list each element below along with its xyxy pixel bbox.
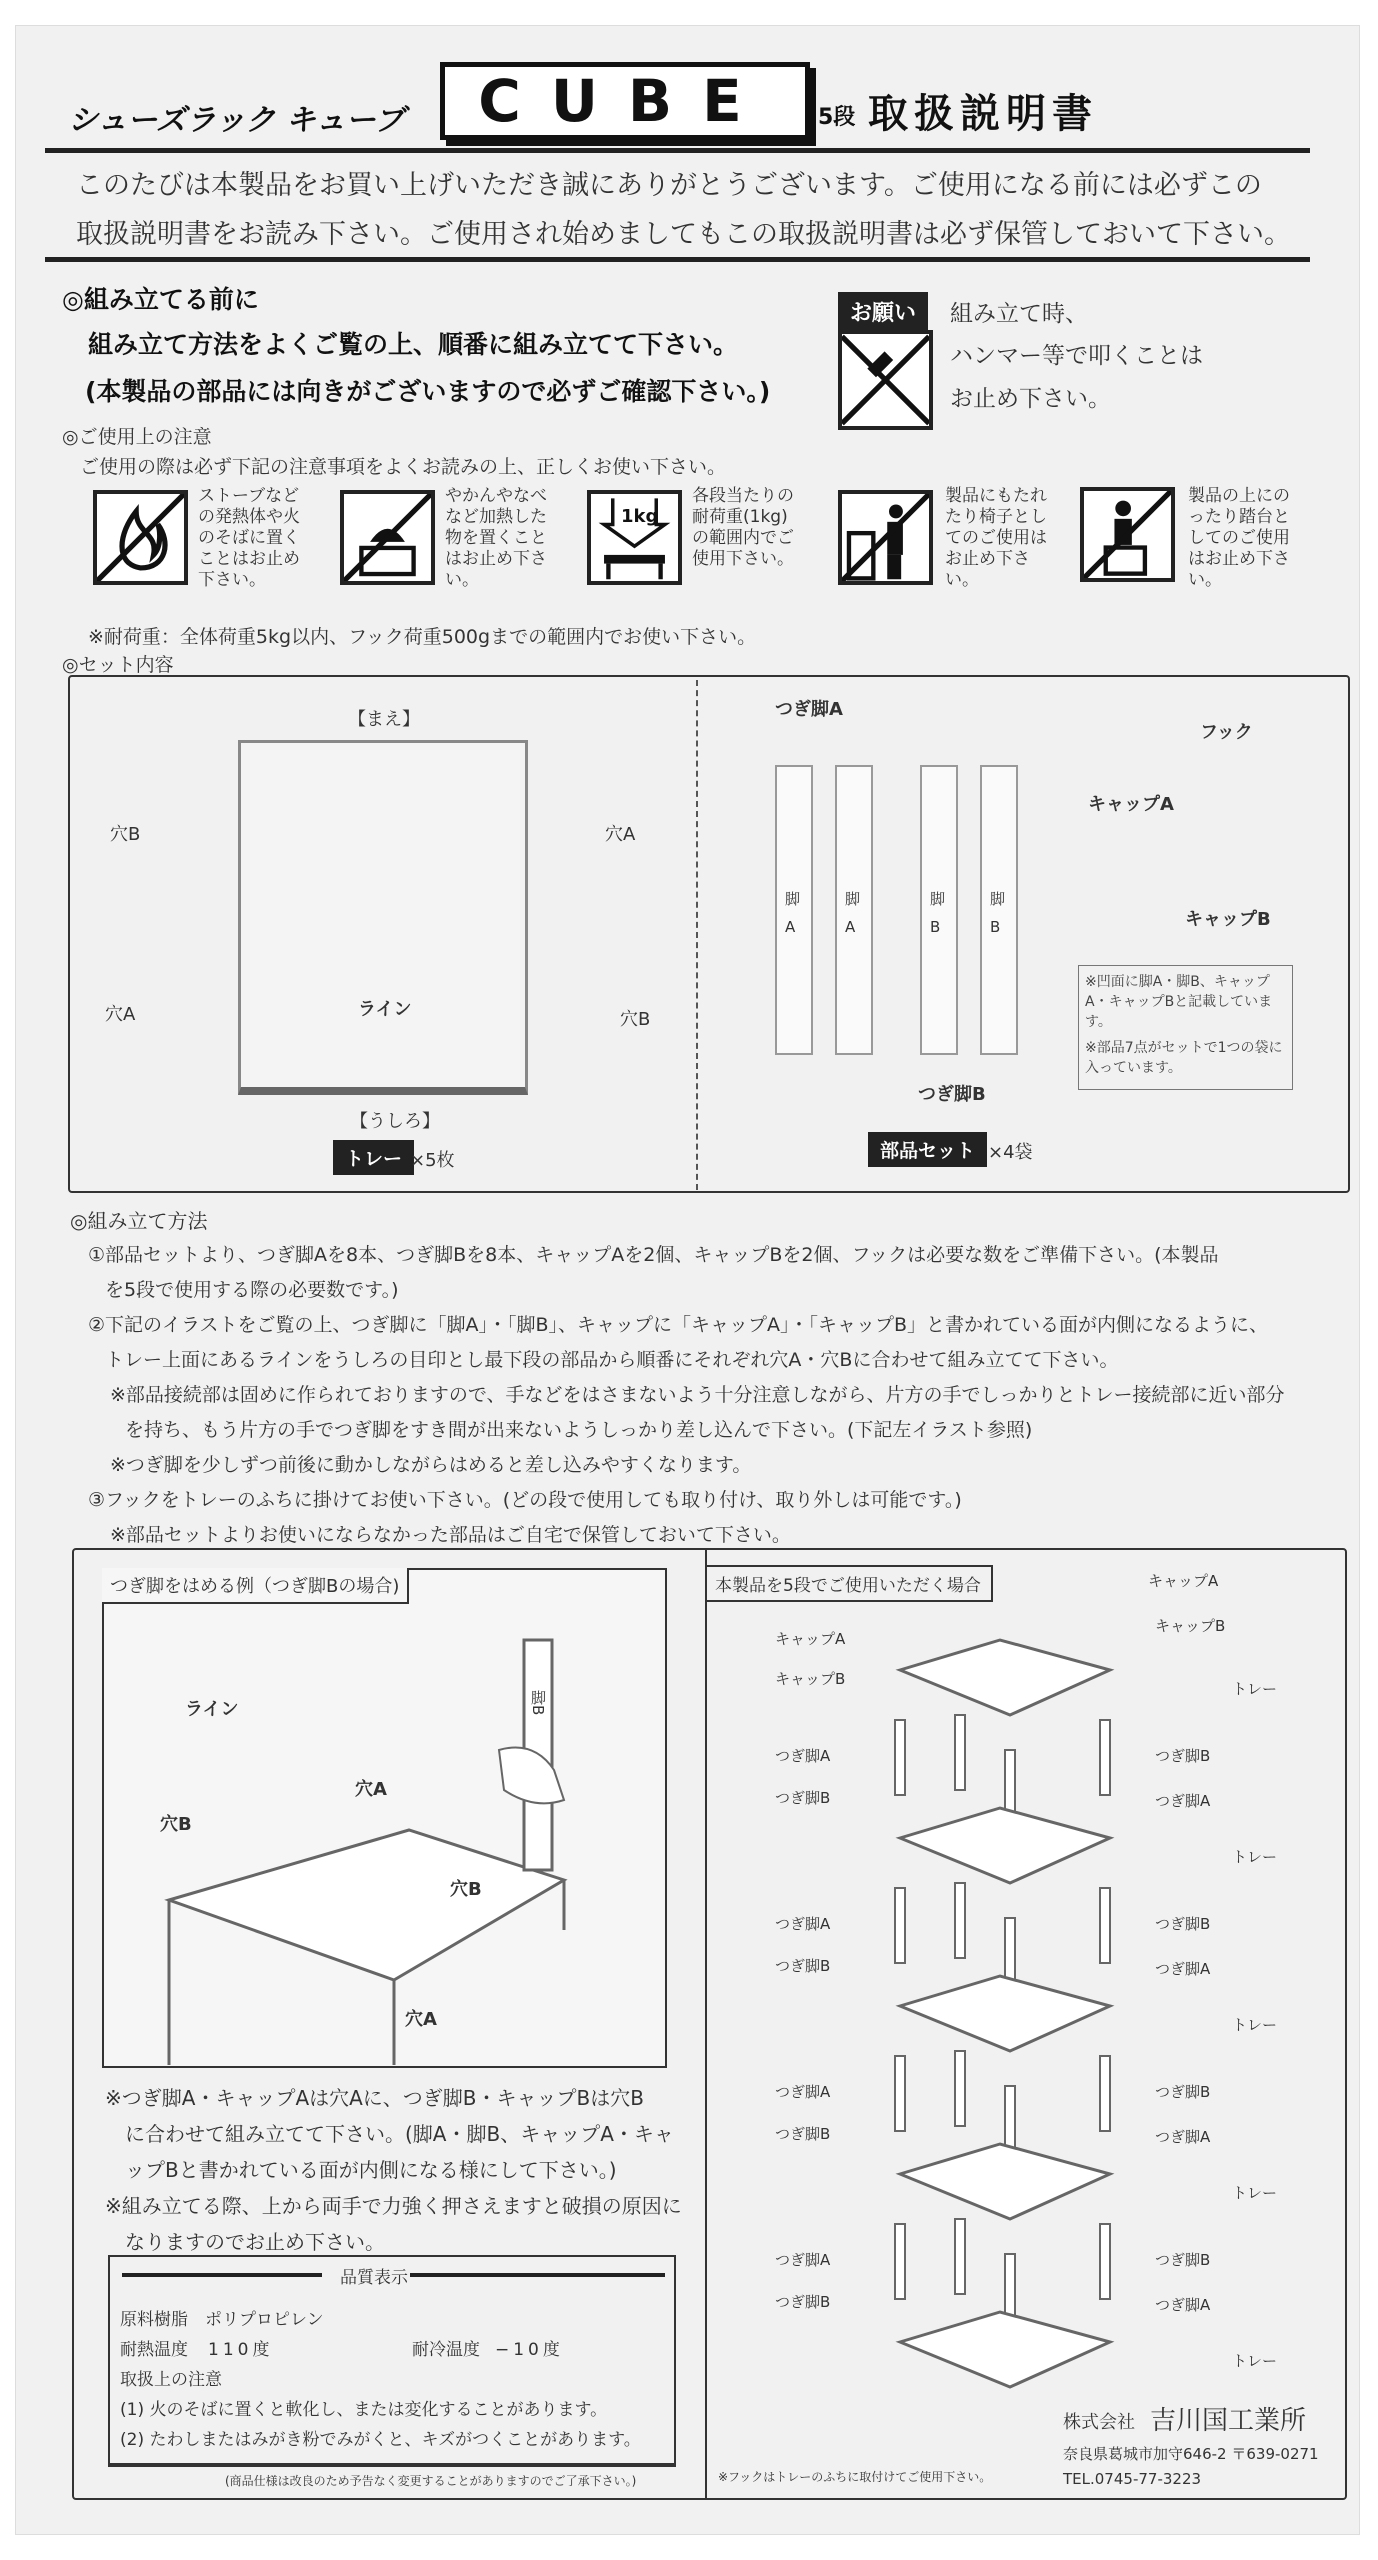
caution-text-1: ストーブなどの発熱体や火のそばに置くことはお止め下さい。 xyxy=(198,486,300,590)
tray-mark xyxy=(900,2144,1110,2219)
hook-label: フック xyxy=(1200,722,1253,743)
request-tag: お願い xyxy=(838,292,928,331)
five-tier-label: キャップB xyxy=(775,1670,846,1688)
parts-note-box: ※凹面に脚A・脚B、キャップA・キャップBと記載しています。 ※部品7点がセットで1つの袋に入っています。 xyxy=(1078,965,1293,1090)
handling-caution-1: (1) 火のそばに置くと軟化し、または変化することがあります。 xyxy=(120,2400,608,2420)
hook-note: ※フックはトレーのふちに取付けてご使用下さい。 xyxy=(718,2470,992,2484)
tray-front-label: 【まえ】 xyxy=(348,709,420,730)
leg-mark xyxy=(955,2219,965,2294)
five-tier-label: つぎ脚A xyxy=(775,2083,831,2101)
five-tier-label: つぎ脚A xyxy=(1155,1960,1211,1978)
company-address: 奈良県葛城市加守646-2 〒639-0271 xyxy=(1063,2445,1319,2463)
five-tier-label: キャップA xyxy=(775,1630,846,1648)
leg-b-mark-2: 脚 B xyxy=(990,890,1006,936)
cap-b-label: キャップB xyxy=(1185,909,1271,930)
leg-a-label: つぎ脚A xyxy=(775,699,843,720)
no-fire-icon xyxy=(93,490,188,585)
parts-set-tag: 部品セット xyxy=(868,1132,987,1167)
example-hole-b-1: 穴B xyxy=(160,1814,192,1835)
example-note-line: ※つぎ脚A・キャップAは穴Aに、つぎ脚B・キャップBは穴B xyxy=(105,2086,644,2110)
tray-mark xyxy=(900,1640,1110,1715)
method-line: ※部品接続部は固めに作られておりますので、手などをはさまないよう十分注意しながら、片方の手でしっかりとトレー接続部に近い部分 xyxy=(110,1384,1285,1406)
tier-count: 5段 xyxy=(818,105,856,130)
set-divider xyxy=(696,680,698,1190)
leg-mark xyxy=(955,2051,965,2126)
example-hole-b-2: 穴B xyxy=(450,1879,482,1900)
tray-count: ×5枚 xyxy=(410,1150,455,1171)
five-tier-label: つぎ脚B xyxy=(775,1957,831,1975)
example-leg-mark: 脚B xyxy=(529,1690,547,1716)
quality-title: 品質表示 xyxy=(340,2268,408,2288)
example-hole-a-2: 穴A xyxy=(405,2009,437,2030)
leg-a-mark-1: 脚 A xyxy=(785,890,801,936)
five-tier-label: つぎ脚A xyxy=(775,1915,831,1933)
five-tier-label: キャップA xyxy=(1148,1572,1219,1590)
request-line-2: ハンマー等で叩くことは xyxy=(950,343,1203,369)
leg-mark xyxy=(1100,2224,1110,2299)
handling-label: 取扱上の注意 xyxy=(120,2370,222,2390)
material-label: 原料樹脂 xyxy=(120,2310,188,2330)
tray-hole-b-bottom: 穴B xyxy=(620,1009,651,1030)
example-note-line: なりますのでお止め下さい。 xyxy=(125,2230,385,2254)
five-tier-label: つぎ脚B xyxy=(1155,2251,1211,2269)
leg-b-label: つぎ脚B xyxy=(918,1084,986,1105)
five-tier-illustration xyxy=(880,1620,1140,2390)
cube-logo: CUBE xyxy=(440,62,810,140)
five-tier-label: つぎ脚A xyxy=(1155,1792,1211,1810)
before-line-1: 組み立て方法をよくご覧の上、順番に組み立てて下さい。 xyxy=(88,330,739,359)
brand-logo: シューズラック キューブ xyxy=(68,103,405,138)
five-tier-label: つぎ脚B xyxy=(1155,1747,1211,1765)
example-note-line: ※組み立てる際、上から両手で力強く押さえますと破損の原因に xyxy=(105,2194,682,2218)
method-line: トレー上面にあるラインをうしろの目印とし最下段の部品から順番にそれぞれ穴A・穴Bに合わせて組み立てて下さい。 xyxy=(105,1349,1119,1371)
five-tier-label: つぎ脚B xyxy=(775,1789,831,1807)
tray-drawing xyxy=(238,740,528,1095)
example-note-line: に合わせて組み立てて下さい。(脚A・脚B、キャップA・キャ xyxy=(125,2122,674,2146)
no-hammer-icon xyxy=(838,330,933,430)
tray-mark xyxy=(900,1808,1110,1883)
five-tier-label: トレー xyxy=(1232,1680,1278,1698)
five-tier-title: 本製品を5段でご使用いただく場合 xyxy=(705,1565,993,1602)
method-line: ③フックをトレーのふちに掛けてお使い下さい。(どの段で使用しても取り付け、取り外しは可能です。) xyxy=(88,1489,962,1511)
leg-b-mark-1: 脚 B xyxy=(930,890,946,936)
caution-text-2: やかんやなべなど加熱した物を置くことはお止め下さい。 xyxy=(445,486,547,590)
tray-tag: トレー xyxy=(333,1140,414,1175)
request-line-3: お止め下さい。 xyxy=(950,386,1111,412)
five-tier-label: つぎ脚A xyxy=(1155,2296,1211,2314)
cap-a-label: キャップA xyxy=(1088,794,1174,815)
load-note: ※耐荷重：全体荷重5kg以内、フック荷重500gまでの範囲内でお使い下さい。 xyxy=(88,626,757,648)
five-tier-label: トレー xyxy=(1232,2016,1278,2034)
five-tier-label: つぎ脚A xyxy=(775,2251,831,2269)
load-icon-label: 1kg xyxy=(621,506,659,527)
tray-hole-a-bottom: 穴A xyxy=(105,1004,136,1025)
caution-text-4: 製品にもたれたり椅子としてのご使用はお止め下さい。 xyxy=(945,486,1047,590)
leg-mark xyxy=(895,1720,905,1795)
example-title: つぎ脚をはめる例（つぎ脚Bの場合) xyxy=(102,1568,409,1604)
no-leaning-icon xyxy=(838,490,933,585)
five-tier-label: つぎ脚B xyxy=(1155,2083,1211,2101)
example-hole-a-1: 穴A xyxy=(355,1779,387,1800)
leg-a-mark-2: 脚 A xyxy=(845,890,861,936)
parts-set-count: ×4袋 xyxy=(988,1142,1033,1163)
five-tier-label: つぎ脚A xyxy=(775,1747,831,1765)
example-line-label: ライン xyxy=(185,1699,239,1720)
five-tier-label: つぎ脚B xyxy=(1155,1915,1211,1933)
heat-label: 耐熱温度 xyxy=(120,2340,188,2360)
leg-mark xyxy=(895,2056,905,2131)
no-hot-kettle-icon xyxy=(340,490,435,585)
before-heading: ◎組み立てる前に xyxy=(62,285,259,314)
tray-mark xyxy=(900,2312,1110,2387)
five-tier-label: トレー xyxy=(1232,2184,1278,2202)
leg-mark xyxy=(1100,1888,1110,1963)
divider xyxy=(45,257,1310,262)
load-1kg-icon xyxy=(587,490,682,585)
tray-hole-b-top: 穴B xyxy=(110,824,141,845)
method-heading: ◎組み立て方法 xyxy=(70,1209,208,1233)
method-line: を5段で使用する際の必要数です。) xyxy=(105,1279,399,1301)
caution-text-5: 製品の上にのったり踏台としてのご使用はお止め下さい。 xyxy=(1188,486,1290,590)
example-note-line: ップBと書かれている面が内側になる様にして下さい。) xyxy=(125,2158,617,2182)
page-title: 取扱説明書 xyxy=(868,91,1098,137)
divider xyxy=(45,148,1310,153)
leg-mark xyxy=(895,1888,905,1963)
intro-line-1: このたびは本製品をお買い上げいただき誠にありがとうございます。ご使用になる前には必ずこの xyxy=(76,170,1262,201)
leg-mark xyxy=(955,1883,965,1958)
request-line-1: 組み立て時、 xyxy=(950,301,1088,327)
assembly-divider xyxy=(705,1550,707,2498)
five-tier-label: つぎ脚B xyxy=(775,2125,831,2143)
leg-mark xyxy=(955,1715,965,1790)
company-prefix: 株式会社 xyxy=(1063,2412,1135,2433)
five-tier-label: つぎ脚B xyxy=(775,2293,831,2311)
leg-mark xyxy=(1100,2056,1110,2131)
five-tier-label: トレー xyxy=(1232,1848,1278,1866)
method-line: ②下記のイラストをご覧の上、つぎ脚に「脚A」・「脚B」、キャップに「キャップA」・「キャップB」と書かれている面が内側になるように、 xyxy=(88,1314,1269,1336)
quality-rule-right xyxy=(410,2273,665,2277)
five-tier-label: つぎ脚A xyxy=(1155,2128,1211,2146)
method-line: ※部品セットよりお使いにならなかった部品はご自宅で保管しておいて下さい。 xyxy=(110,1524,791,1546)
company-tel: TEL.0745-77-3223 xyxy=(1063,2470,1202,2488)
leg-mark xyxy=(895,2224,905,2299)
method-line: を持ち、もう片方の手でつぎ脚をすき間が出来ないようしっかり差し込んで下さい。(下記左イラスト参照) xyxy=(125,1419,1033,1441)
material-value: ポリプロピレン xyxy=(205,2310,324,2330)
caution-text-3: 各段当たりの耐荷重(1kg)の範囲内でご使用下さい。 xyxy=(692,486,794,569)
caution-intro: ご使用の際は必ず下記の注意事項をよくお読みの上、正しくお使い下さい。 xyxy=(80,456,727,478)
quality-rule-left xyxy=(122,2273,322,2277)
caution-heading: ◎ご使用上の注意 xyxy=(62,426,212,448)
handling-caution-2: (2) たわしまたはみがき粉でみがくと、キズがつくことがあります。 xyxy=(120,2430,641,2450)
spec-note: (商品仕様は改良のため予告なく変更することがありますのでご了承下さい。) xyxy=(225,2474,637,2488)
leg-mark xyxy=(1100,1720,1110,1795)
five-tier-label: キャップB xyxy=(1155,1617,1226,1635)
no-stepping-icon xyxy=(1080,487,1175,582)
tray-hole-a-top: 穴A xyxy=(605,824,636,845)
method-line: ①部品セットより、つぎ脚Aを8本、つぎ脚Bを8本、キャップAを2個、キャップBを2個、フックは必要な数をご準備下さい。(本製品 xyxy=(88,1244,1219,1266)
heat-value: 110度 xyxy=(208,2340,274,2360)
method-line: ※つぎ脚を少しずつ前後に動かしながらはめると差し込みやすくなります。 xyxy=(110,1454,752,1476)
tray-line-label: ライン xyxy=(358,999,412,1020)
cold-label: 耐冷温度 xyxy=(412,2340,480,2360)
intro-line-2: 取扱説明書をお読み下さい。ご使用され始めましてもこの取扱説明書は必ず保管しておいて下さい。 xyxy=(76,219,1291,250)
company-name: 吉川国工業所 xyxy=(1150,2406,1307,2436)
tray-back-label: 【うしろ】 xyxy=(350,1111,440,1132)
five-tier-label: トレー xyxy=(1232,2352,1278,2370)
cold-value: −10度 xyxy=(495,2340,564,2360)
tray-mark xyxy=(900,1976,1110,2051)
before-line-2: (本製品の部品には向きがございますので必ずご確認下さい。) xyxy=(85,377,771,406)
set-heading: ◎セット内容 xyxy=(62,654,174,676)
